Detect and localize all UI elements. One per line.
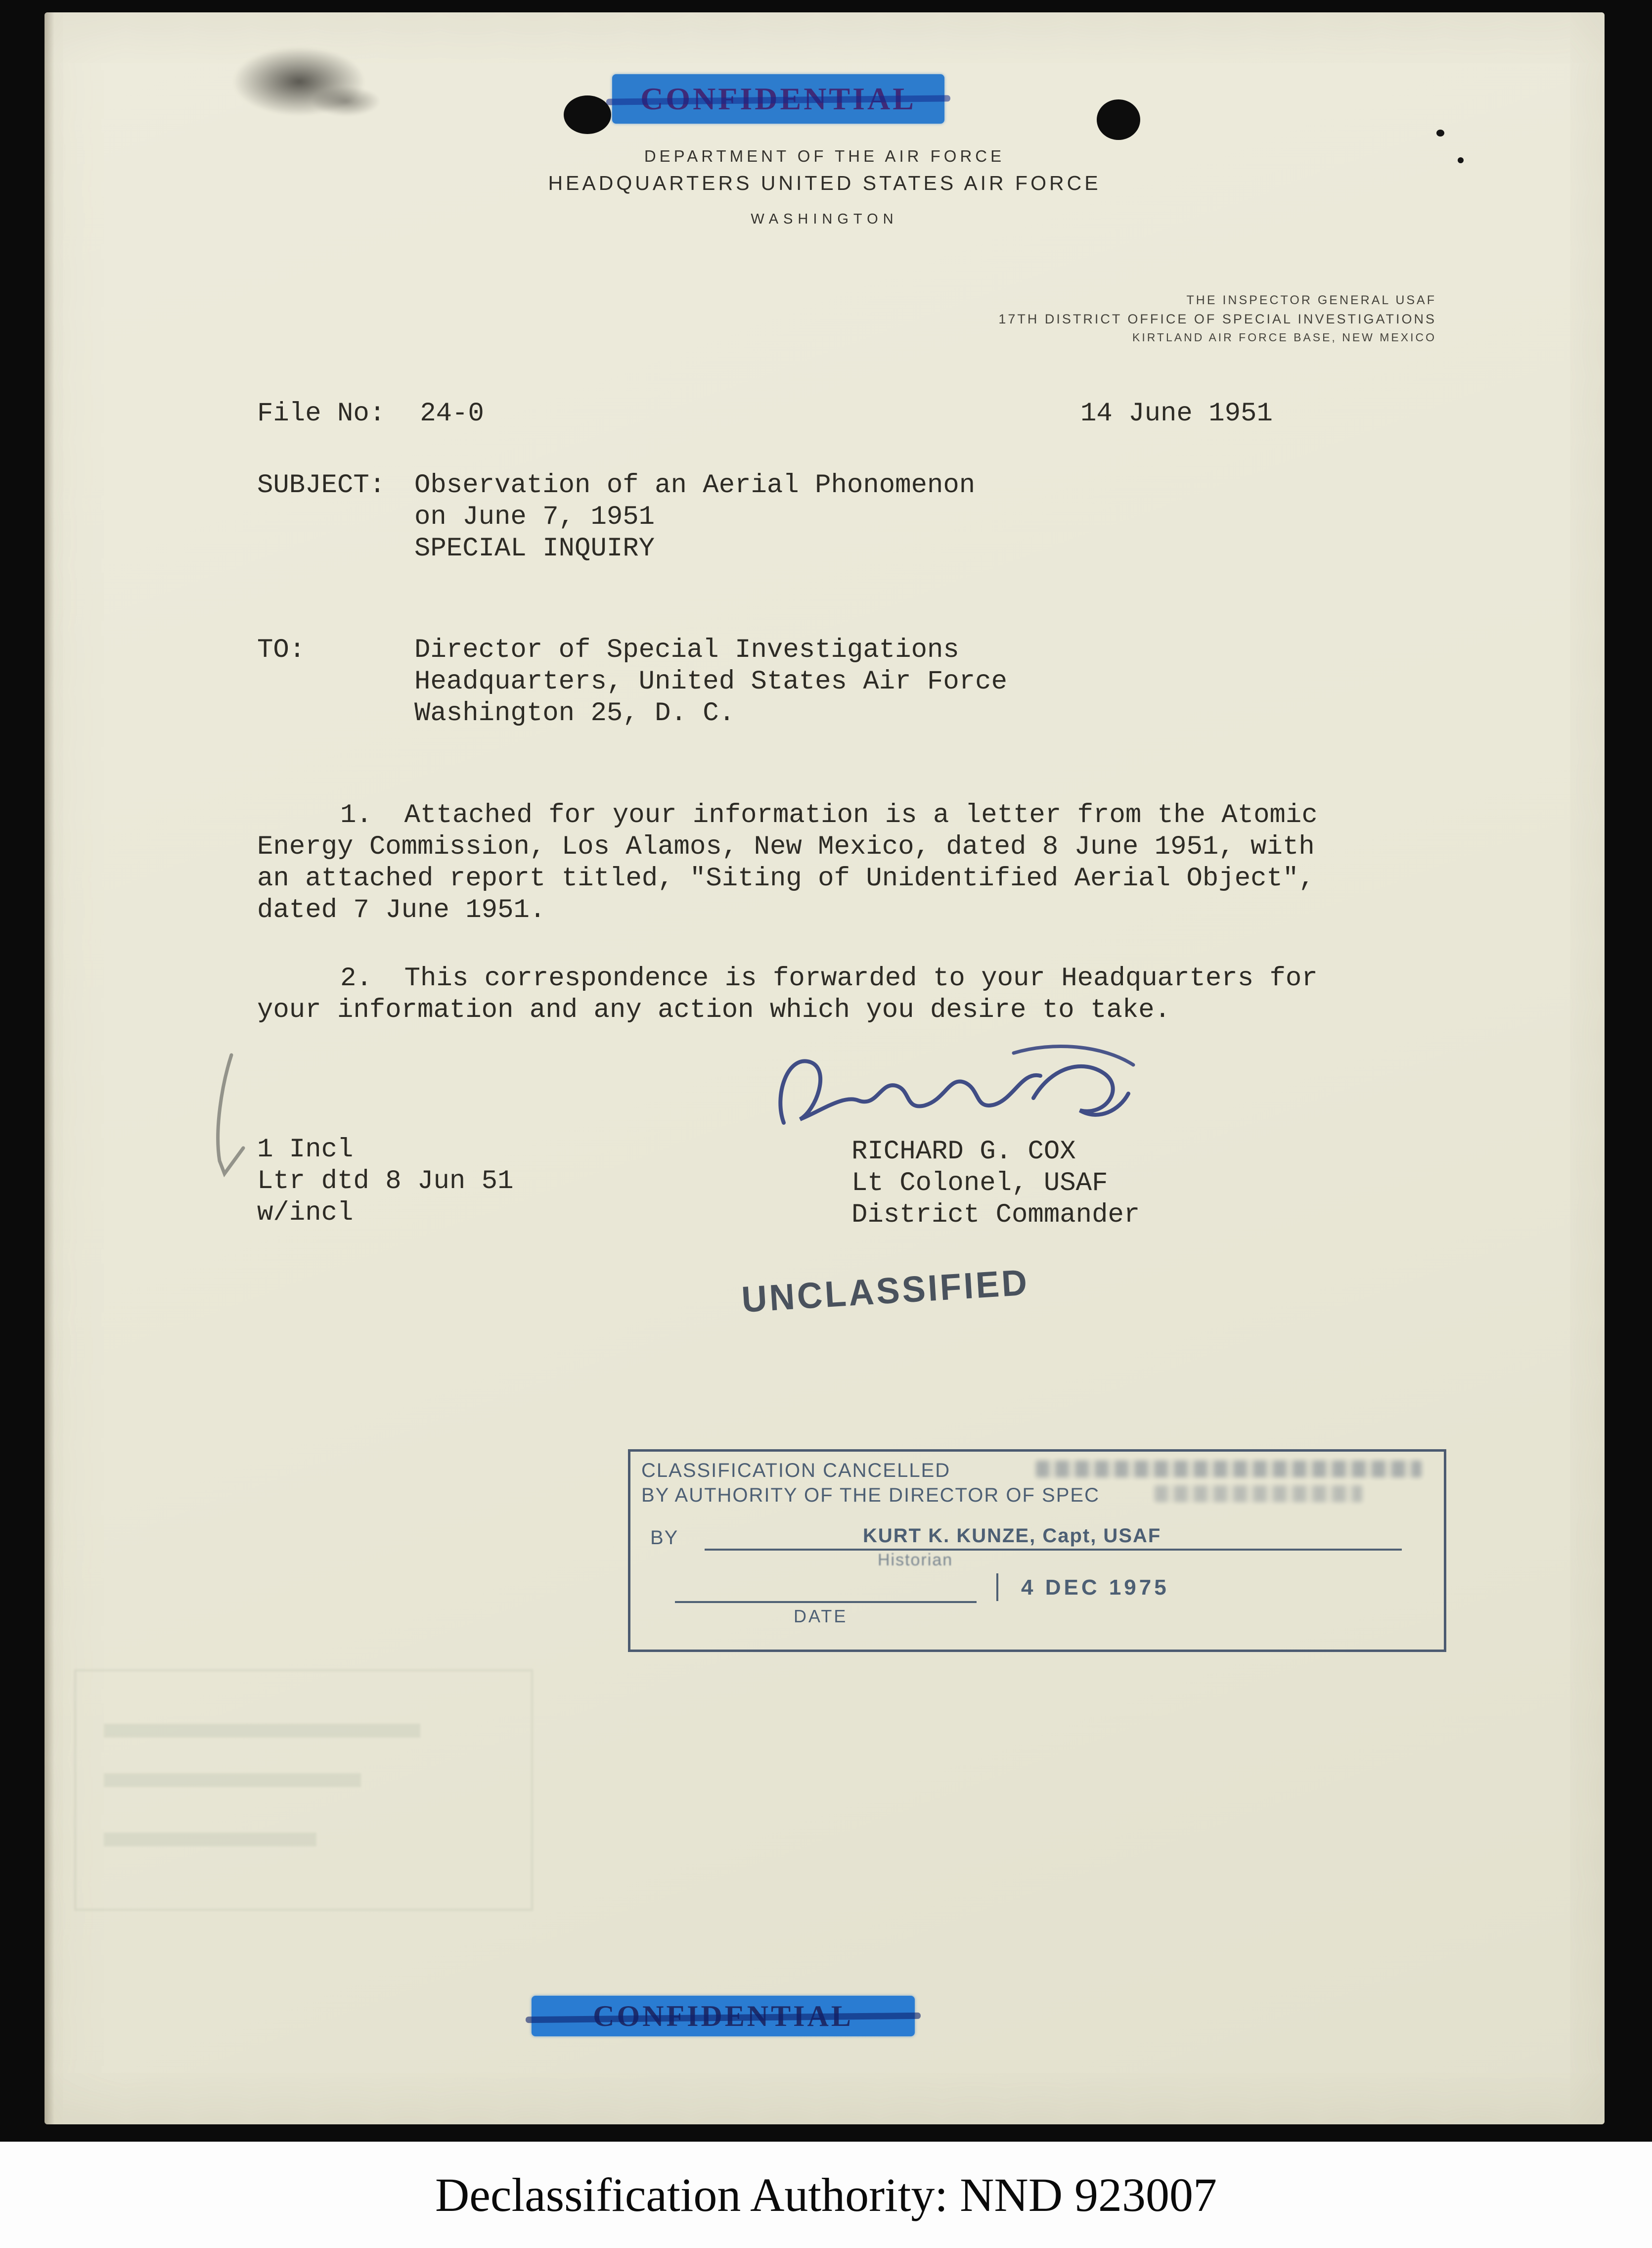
enclosure-line-1: 1 Incl — [257, 1135, 354, 1165]
date-line — [675, 1601, 977, 1603]
enclosure-line-2: Ltr dtd 8 Jun 51 — [257, 1166, 514, 1196]
ink-speck-1 — [1436, 130, 1444, 137]
file-number-line — [257, 398, 484, 430]
bleedthrough-box — [74, 1669, 533, 1911]
letter-date: 14 June 1951 — [1080, 399, 1273, 429]
cancellation-signer-name: KURT K. KUNZE, Capt, USAF — [863, 1525, 1161, 1547]
document-page — [45, 12, 1605, 2124]
declassification-authority-text: Declassification Authority: NND 923007 — [435, 2168, 1217, 2221]
date-bracket-tick — [996, 1573, 998, 1601]
body-paragraph-1: 1. Attached for your information is a letter from the Atomic Energy Commission, Los Alamos, New Mexico, dated 8 June 1951, with an attached report titled, "Siting of Unidentified Aerial Object", dated 7 June 1951. — [257, 800, 1334, 925]
cancellation-date: 4 DEC 1975 — [1021, 1575, 1169, 1600]
pencil-checkmark — [193, 1051, 267, 1180]
file-number-value: 24-0 — [420, 399, 484, 429]
to-line-3: Washington 25, D. C. — [414, 698, 735, 729]
subject-line-3: SPECIAL INQUIRY — [414, 534, 655, 564]
office-line-2: 17TH DISTRICT OFFICE OF SPECIAL INVESTIGATIONS — [998, 312, 1436, 326]
signer-rank: Lt Colonel, USAF — [851, 1168, 1108, 1198]
cancellation-line-2: BY AUTHORITY OF THE DIRECTOR OF SPEC — [641, 1484, 1100, 1506]
letterhead-city: WASHINGTON — [751, 211, 898, 227]
by-signature-line — [705, 1549, 1402, 1551]
cancellation-smudge-1 — [1036, 1461, 1422, 1477]
ink-smudge-top-left-2 — [312, 87, 381, 116]
bleedthrough-line-3 — [104, 1833, 316, 1846]
letterhead-department: DEPARTMENT OF THE AIR FORCE — [644, 147, 1005, 165]
signer-title: District Commander — [851, 1200, 1140, 1230]
body-paragraph-2: 2. This correspondence is forwarded to your Headquarters for your information and any action which you desire to take. — [257, 963, 1334, 1025]
file-number-label: File No: — [257, 399, 386, 429]
office-line-1: THE INSPECTOR GENERAL USAF — [1186, 293, 1436, 307]
confidential-stamp-bottom — [532, 1996, 915, 2036]
bleedthrough-line-2 — [104, 1773, 361, 1787]
cancellation-date-label: DATE — [794, 1606, 848, 1626]
enclosure-line-3: w/incl — [257, 1198, 354, 1228]
confidential-stamp-top — [612, 74, 944, 124]
punch-hole-left — [564, 95, 611, 134]
to-line-2: Headquarters, United States Air Force — [414, 667, 1007, 697]
cancellation-by-label: BY — [650, 1527, 679, 1549]
declassification-footer — [0, 2142, 1652, 2248]
bleedthrough-line-1 — [104, 1724, 420, 1738]
subject-label: SUBJECT: — [257, 470, 386, 501]
letterhead-headquarters: HEADQUARTERS UNITED STATES AIR FORCE — [548, 172, 1101, 194]
cancellation-signer-title: Historian — [878, 1551, 953, 1569]
to-line-1: Director of Special Investigations — [414, 635, 959, 665]
subject-line-2: on June 7, 1951 — [414, 502, 655, 532]
handwritten-signature — [757, 1036, 1142, 1145]
cancellation-smudge-2 — [1155, 1485, 1362, 1502]
office-line-3: KIRTLAND AIR FORCE BASE, NEW MEXICO — [1132, 331, 1436, 344]
cancellation-line-1: CLASSIFICATION CANCELLED — [641, 1460, 951, 1481]
unclassified-stamp: UNCLASSIFIED — [740, 1261, 1030, 1320]
torn-left-edge — [45, 12, 54, 2124]
subject-line-1: Observation of an Aerial Phonomenon — [414, 470, 976, 501]
to-label: TO: — [257, 635, 306, 665]
cancellation-stamp-box — [628, 1449, 1446, 1652]
punch-hole-right — [1097, 99, 1140, 140]
signer-name: RICHARD G. COX — [851, 1137, 1076, 1167]
office-block — [998, 293, 1436, 348]
